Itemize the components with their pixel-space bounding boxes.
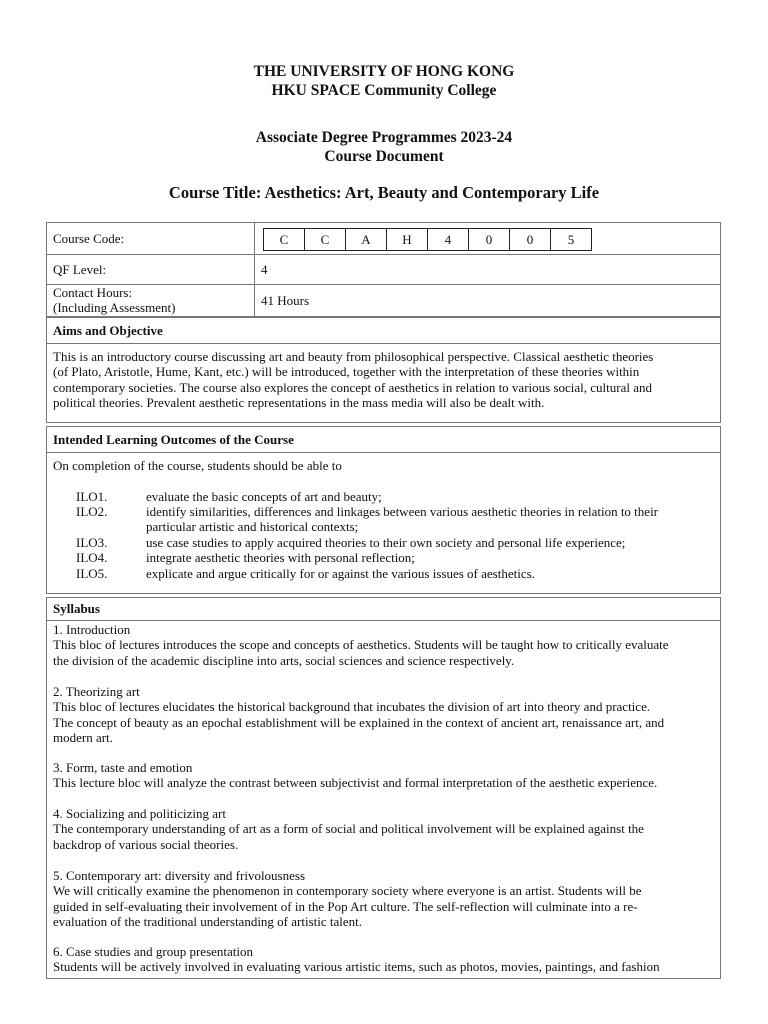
document-header xyxy=(0,62,768,100)
code-char: 0 xyxy=(510,229,551,250)
code-char: C xyxy=(305,229,346,250)
ilo-number: ILO5. xyxy=(76,566,108,581)
syllabus-line: the division of the academic discipline into arts, social sciences and science respectively. xyxy=(53,652,515,668)
ilo-text-line: particular artistic and historical contexts; xyxy=(146,519,359,535)
syllabus-line: This bloc of lectures introduces the scope and concepts of aesthetics. Students will be taught how to critically evaluate xyxy=(53,637,669,653)
syllabus-heading: 4. Socializing and politicizing art xyxy=(53,806,226,821)
syllabus-line: guided in self-evaluating their involvement of in the Pop Art culture. The self-reflection will culminate into a re- xyxy=(53,898,638,914)
ilo-text-line: identify similarities, differences and linkages between various aesthetic theories in relation to their xyxy=(146,504,659,519)
college-name: HKU SPACE Community College xyxy=(271,82,497,99)
aims-line: (of Plato, Aristotle, Hume, Kant, etc.) will be introduced, together with the interpretation of these theories within xyxy=(53,364,640,380)
contact-hours-row xyxy=(47,285,720,317)
ilo-number: ILO1. xyxy=(76,489,108,504)
qf-level-row xyxy=(47,255,720,285)
syllabus-line: backdrop of various social theories. xyxy=(53,836,239,852)
course-code-row xyxy=(47,223,720,255)
syllabus-item xyxy=(53,806,714,852)
aims-line: contemporary societies. The course also explores the concept of aesthetics in relation to various social, cultural and xyxy=(53,379,653,395)
code-char: 5 xyxy=(567,232,575,247)
aims-section xyxy=(46,317,721,423)
syllabus-line: evaluation of the traditional understanding of artistic talent. xyxy=(53,914,363,930)
code-char: 4 xyxy=(428,229,469,250)
syllabus-section xyxy=(46,597,721,979)
syllabus-heading: 1. Introduction xyxy=(53,622,131,637)
qf-level-label: QF Level: xyxy=(53,262,107,277)
syllabus-item xyxy=(53,944,714,975)
contact-hours-note: (Including Assessment) xyxy=(53,300,176,316)
ilo-text: evaluate the basic concepts of art and beauty; xyxy=(146,489,382,504)
syllabus-line: We will critically examine the phenomenon in contemporary society where everyone is an artist. Students will be xyxy=(53,883,642,899)
aims-title: Aims and Objective xyxy=(53,323,163,338)
syllabus-line: The concept of beauty as an epochal establishment will be explained in the context of ancient art, renaissance art, and xyxy=(53,714,665,730)
syllabus-item xyxy=(53,868,714,930)
syllabus-line: This bloc of lectures elucidates the historical background that incubates the division of art into theory and practice. xyxy=(53,699,651,715)
syllabus-heading: 3. Form, taste and emotion xyxy=(53,760,193,775)
course-title: Course Title: Aesthetics: Art, Beauty and Contemporary Life xyxy=(168,183,600,202)
syllabus-heading: 2. Theorizing art xyxy=(53,684,140,699)
ilo-number: ILO4. xyxy=(76,550,108,565)
course-info-table xyxy=(46,222,721,317)
syllabus-title: Syllabus xyxy=(53,601,100,616)
syllabus-line: This lecture bloc will analyze the contrast between subjectivist and formal interpretation of the aesthetic experience. xyxy=(53,775,658,791)
syllabus-item xyxy=(53,760,714,791)
syllabus-item xyxy=(53,684,714,746)
contact-hours-value: 41 Hours xyxy=(261,293,310,308)
course-code-label: Course Code: xyxy=(53,231,125,246)
university-name: THE UNIVERSITY OF HONG KONG xyxy=(253,63,515,80)
course-code-boxes xyxy=(263,228,592,251)
ilo-number: ILO3. xyxy=(76,535,108,550)
document-type: Course Document xyxy=(324,148,444,165)
ilo-intro: On completion of the course, students should be able to xyxy=(53,458,342,473)
syllabus-line: modern art. xyxy=(53,730,113,746)
syllabus-line: The contemporary understanding of art as a form of social and political involvement will be explained against the xyxy=(53,821,644,837)
code-char: C xyxy=(264,229,305,250)
aims-line: political theories. Prevalent aesthetic representations in the mass media will also be dealt with. xyxy=(53,395,545,411)
ilo-section xyxy=(46,426,721,594)
ilo-text: explicate and argue critically for or against the various issues of aesthetics. xyxy=(146,566,535,581)
code-char: H xyxy=(387,229,428,250)
syllabus-heading: 5. Contemporary art: diversity and frivolousness xyxy=(53,868,306,883)
aims-line: This is an introductory course discussing art and beauty from philosophical perspective. Classical aesthetic theories xyxy=(53,349,654,364)
ilo-text: use case studies to apply acquired theories to their own society and personal life experience; xyxy=(146,535,626,550)
qf-level-value: 4 xyxy=(261,262,268,277)
syllabus-item xyxy=(53,622,714,668)
ilo-title: Intended Learning Outcomes of the Course xyxy=(53,432,294,447)
ilo-text: integrate aesthetic theories with personal reflection; xyxy=(146,550,415,565)
aims-text xyxy=(53,349,714,411)
code-char: A xyxy=(346,229,387,250)
ilo-number: ILO2. xyxy=(76,504,108,519)
syllabus-line: Students will be actively involved in evaluating various artistic items, such as photos, movies, paintings, and fashion xyxy=(53,959,660,975)
contact-hours-label-line: Contact Hours: xyxy=(53,285,133,300)
programme-header xyxy=(0,128,768,166)
programme-name: Associate Degree Programmes 2023-24 xyxy=(255,129,513,146)
contact-hours-label xyxy=(53,285,175,316)
syllabus-heading: 6. Case studies and group presentation xyxy=(53,944,254,959)
code-char: 0 xyxy=(469,229,510,250)
ilo-text xyxy=(146,504,714,535)
